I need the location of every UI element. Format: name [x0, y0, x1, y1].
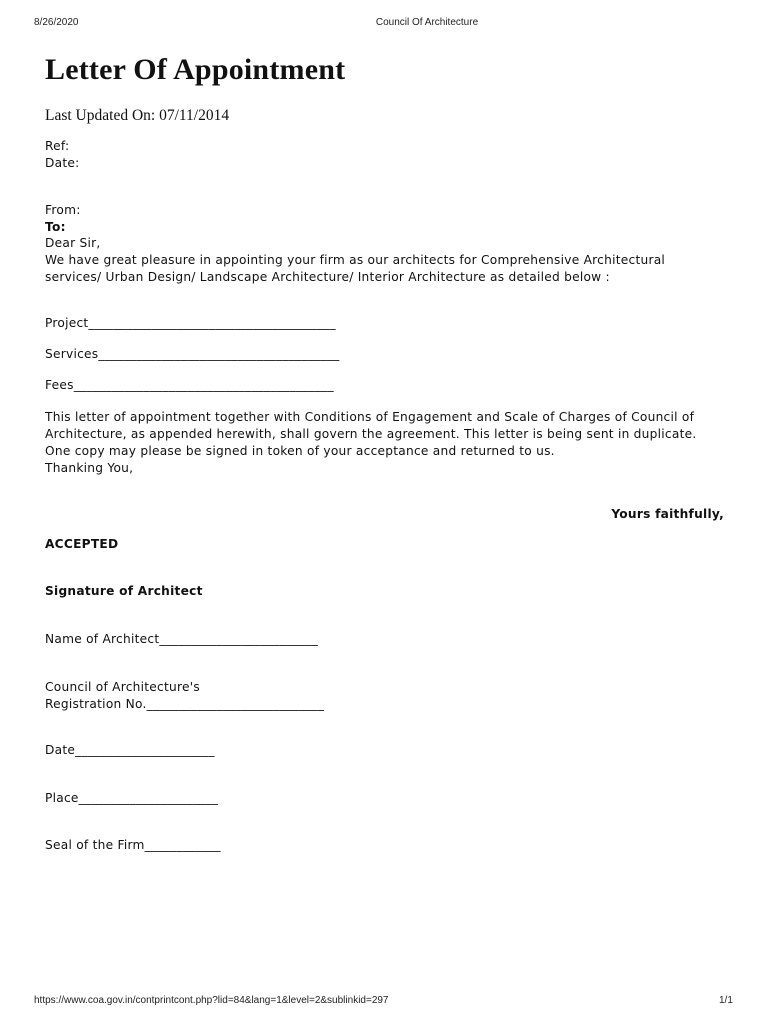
project-line: Project_______________________________________	[45, 316, 336, 330]
print-header-title: Council Of Architecture	[375, 17, 479, 28]
intro-paragraph	[45, 252, 735, 286]
date-line: Date______________________	[45, 743, 215, 757]
signature-label: Signature of Architect	[45, 584, 203, 598]
terms-line-1: This letter of appointment together with Conditions of Engagement and Scale of Charges of Council of	[45, 410, 695, 424]
salutation: Dear Sir,	[45, 236, 101, 250]
print-date: 8/26/2020	[34, 17, 79, 28]
fees-line: Fees_________________________________________	[45, 378, 334, 392]
terms-line-3: One copy may please be signed in token of your acceptance and returned to us.	[45, 444, 555, 458]
document-title: Letter Of Appointment	[45, 53, 346, 86]
registration-line-2: Registration No.____________________________	[45, 697, 325, 711]
accepted-label: ACCEPTED	[45, 537, 119, 551]
date-label: Date:	[45, 156, 80, 170]
last-updated: Last Updated On: 07/11/2014	[45, 107, 230, 124]
footer-page-number: 1/1	[719, 995, 733, 1006]
intro-line-1: We have great pleasure in appointing your firm as our architects for Comprehensive Architectural	[45, 253, 666, 267]
terms-line-2: Architecture, as appended herewith, shall govern the agreement. This letter is being sent in duplicate.	[45, 427, 697, 441]
ref-label: Ref:	[45, 139, 70, 153]
services-line: Services______________________________________	[45, 347, 340, 361]
place-line: Place______________________	[45, 791, 219, 805]
thanking-line: Thanking You,	[45, 461, 134, 475]
intro-line-2: services/ Urban Design/ Landscape Architecture/ Interior Architecture as detailed below :	[45, 270, 610, 284]
seal-line: Seal of the Firm____________	[45, 838, 221, 852]
to-label: To:	[45, 220, 66, 234]
from-label: From:	[45, 203, 81, 217]
registration-block	[45, 679, 735, 713]
architect-name-line: Name of Architect_________________________	[45, 632, 318, 646]
registration-line-1: Council of Architecture's	[45, 680, 200, 694]
terms-paragraph	[45, 409, 735, 477]
footer-url: https://www.coa.gov.in/contprintcont.php?lid=84&lang=1&level=2&sublinkid=297	[34, 995, 389, 1006]
closing-yours-faithfully: Yours faithfully,	[611, 507, 724, 521]
